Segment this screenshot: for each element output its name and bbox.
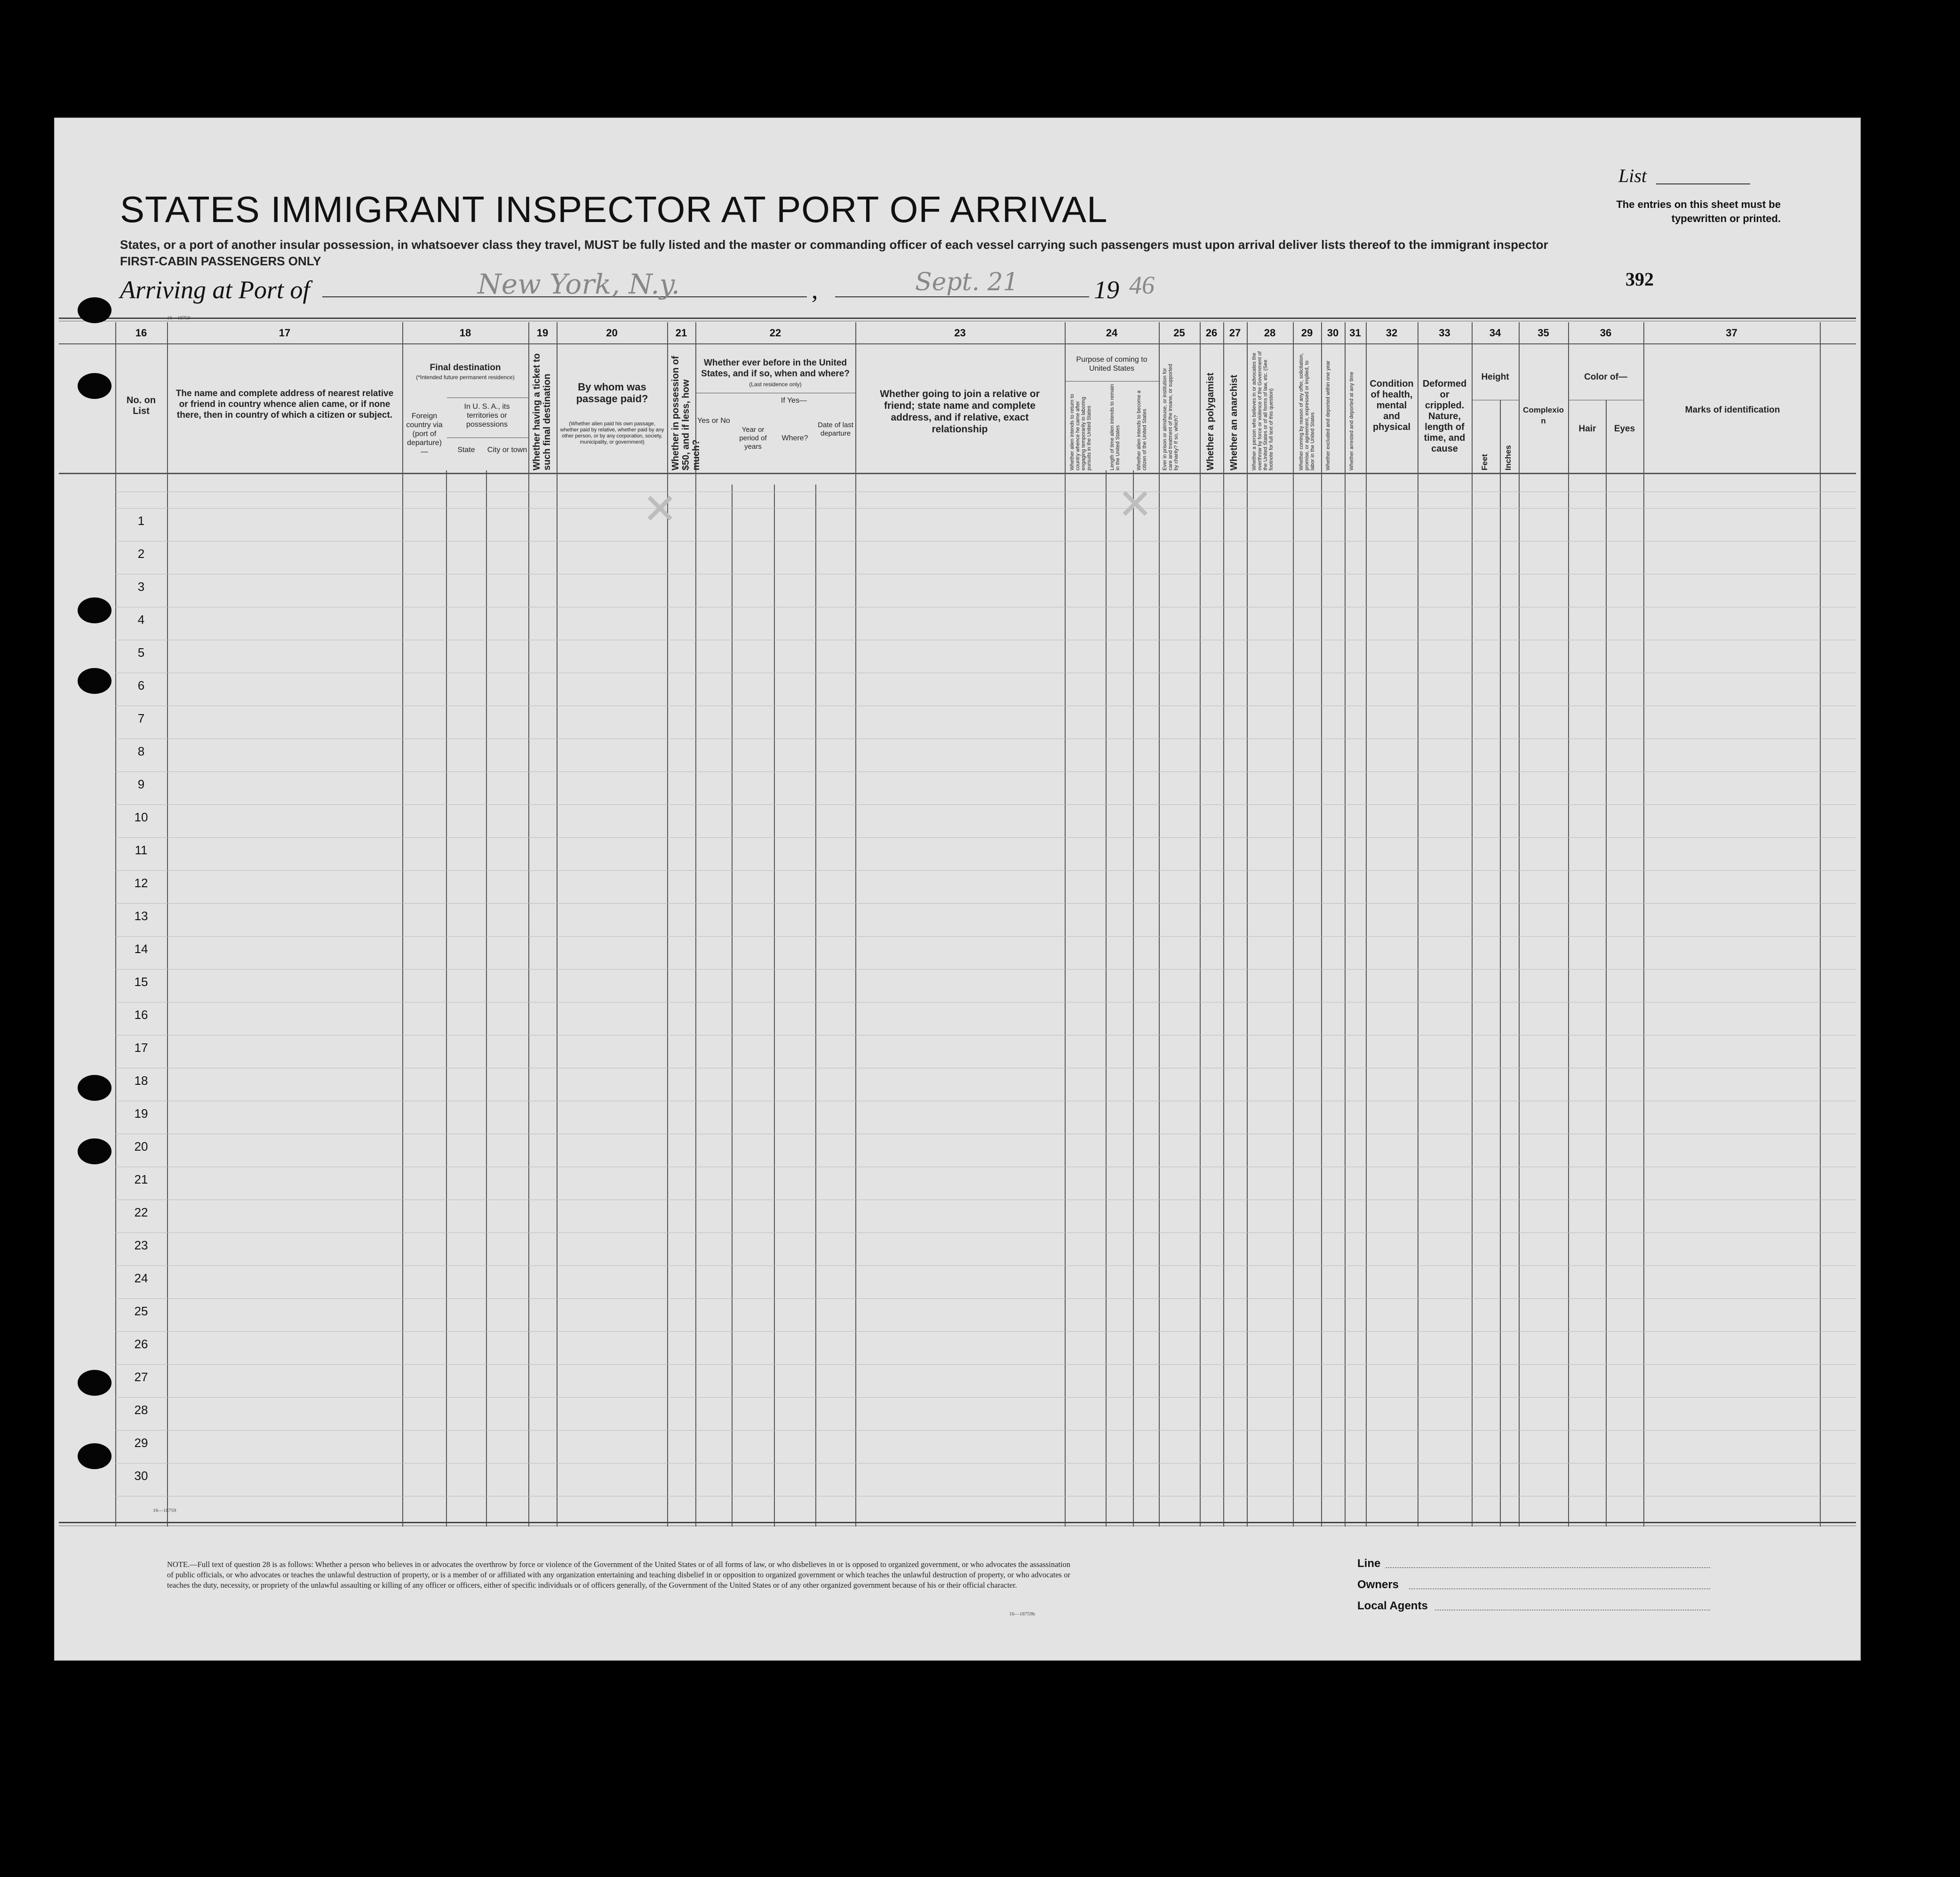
row-number: 13 — [134, 909, 148, 923]
column-divider — [1247, 322, 1248, 1527]
row-number: 22 — [134, 1205, 148, 1219]
header-labor-offer: Whether coming by reason of any offer, solicitation, promise, or agreement, expressed or implied, to labor in the United States — [1299, 353, 1315, 470]
comma-separator: , — [812, 276, 818, 304]
header-row-rule — [59, 343, 1856, 344]
sheet-number: 392 — [1625, 269, 1654, 290]
column-divider — [1293, 322, 1294, 1527]
column-divider — [1643, 322, 1644, 1527]
header-city-or-town: City or town — [487, 446, 527, 454]
header-yes-or-no: Yes or No — [697, 417, 730, 425]
col-number-20: 20 — [606, 327, 618, 339]
header-eyes: Eyes — [1614, 424, 1635, 434]
punch-hole-icon — [78, 597, 112, 623]
header-if-yes: If Yes— — [781, 397, 807, 405]
row-number: 21 — [134, 1172, 148, 1186]
header-where: Where? — [781, 434, 808, 442]
row-number: 23 — [134, 1238, 148, 1252]
local-agents-label: Local Agents — [1357, 1599, 1428, 1612]
header-in-usa: In U. S. A., its territories or possessions — [464, 403, 510, 429]
col-number-35: 35 — [1538, 327, 1549, 339]
row-number: 30 — [134, 1469, 148, 1483]
line-field[interactable] — [1386, 1567, 1710, 1568]
header-no-on-list: No. on List — [126, 395, 156, 416]
column-divider — [855, 322, 856, 1527]
row-number: 25 — [134, 1304, 148, 1318]
col-number-36: 36 — [1600, 327, 1612, 339]
date-value: Sept. 21 — [915, 268, 1019, 296]
page-subtitle: States, or a port of another insular possession, in whatsoever class they travel, MUST be fully listed and the master or commanding officer of each vessel carrying such passengers must upon arrival deliver lists thereof to the immigrant inspector — [120, 238, 1548, 252]
header-anarchist: Whether an anarchist — [1229, 374, 1239, 470]
form-code-top: 16—18759 — [167, 315, 191, 321]
column-divider — [815, 485, 816, 1527]
year-suffix: 46 — [1129, 271, 1155, 299]
column-divider — [446, 470, 447, 1527]
header-hair: Hair — [1578, 424, 1596, 434]
column-divider — [115, 322, 116, 1527]
col-number-31: 31 — [1349, 327, 1361, 339]
header-date-last-departure: Date of last departure — [818, 421, 853, 437]
header-rule — [59, 318, 1856, 319]
punch-hole-icon — [78, 297, 112, 323]
line-label: Line — [1357, 1557, 1381, 1570]
header-final-destination-note: (*Intended future permanent residence) — [416, 374, 515, 381]
row-number: 12 — [134, 876, 148, 890]
row-number: 10 — [134, 810, 148, 824]
row-number: 24 — [134, 1271, 148, 1285]
row-number: 18 — [134, 1074, 148, 1088]
header-arrested-deported: Whether arrested and deported at any time — [1349, 372, 1354, 470]
manifest-sheet — [54, 118, 1861, 1661]
header-feet: Feet — [1480, 454, 1489, 470]
header-ever-before-us: Whether ever before in the United States, and if so, when and where? — [701, 358, 850, 379]
footnote-code: 16—18759b — [1009, 1611, 1035, 1617]
footnote: NOTE.—Full text of question 28 is as follows: Whether a person who believes in or advocates the overthrow by force or violence of the Government of the United States or of all forms of law, or who disbelieves in or is opposed to organized government, or who advocates the assassination of public officials, or who advocates or teaches the unlawful destruction of property, or is a member of or affiliated with any organization entertaining and teaching disbelief in or opposition to organized government or which teaches the unlawful destruction of property, or who advocates or teaches the duty, necessity, or propriety of the unlawful assaulting or killing of any officer or officers, either of specific individuals or of officers generally, of the Government of the United States or of any other organized government because of his or their official character. — [167, 1560, 1070, 1590]
column-divider — [1472, 322, 1473, 1527]
header-purpose-return: Whether alien intends to return to country whence he came after engaging temporarily in laboring pursuits in the United States — [1069, 394, 1092, 470]
column-divider — [1106, 470, 1107, 1527]
header-purpose-citizen: Whether alien intends to become a citizen of the United States — [1136, 390, 1147, 470]
column-divider — [167, 322, 168, 1527]
column-divider — [1366, 322, 1367, 1527]
header-final-destination: Final destination — [430, 363, 501, 373]
check-mark-icon: ✕ — [1117, 480, 1153, 529]
column-divider — [1200, 322, 1201, 1527]
punch-hole-icon — [78, 373, 112, 399]
col-number-27: 27 — [1229, 327, 1241, 339]
punch-hole-icon — [78, 1138, 112, 1164]
header-polygamist: Whether a polygamist — [1205, 373, 1216, 470]
column-divider — [557, 322, 558, 1527]
col-number-28: 28 — [1264, 327, 1276, 339]
row-number: 27 — [134, 1370, 148, 1384]
column-divider — [528, 322, 529, 1527]
page-title: STATES IMMIGRANT INSPECTOR AT PORT OF ARRIVAL — [120, 189, 1108, 230]
header-bottom-rule — [59, 473, 1856, 474]
col-number-33: 33 — [1439, 327, 1450, 339]
row-number: 8 — [137, 744, 145, 758]
typewritten-notice: The entries on this sheet must be typewritten or printed. — [1616, 199, 1781, 224]
header-state: State — [457, 446, 475, 454]
header-inches: Inches — [1504, 445, 1513, 470]
col-number-25: 25 — [1173, 327, 1185, 339]
header-prison-almshouse: Ever in prison or almshouse, or institution for care and treatment of the insane, or supported by charity? If so, which? — [1162, 364, 1179, 470]
col-number-18: 18 — [459, 327, 471, 339]
header-passage-paid-note: (Whether alien paid his own passage, whether paid by relative, whether paid by any other person, or by any corporation, society, municipality, or government) — [560, 421, 664, 445]
header-relative-address: The name and complete address of nearest relative or friend in country whence alien came, or if none there, then in country of which a citizen or subject. — [175, 389, 394, 420]
list-number-field[interactable] — [1656, 183, 1750, 184]
header-purpose: Purpose of coming to United States — [1076, 356, 1147, 373]
col-number-29: 29 — [1301, 327, 1313, 339]
col-number-30: 30 — [1327, 327, 1339, 339]
column-divider — [1065, 322, 1066, 1527]
col-number-19: 19 — [536, 327, 549, 339]
form-code-bottom: 16—18759 — [153, 1508, 176, 1513]
row-number: 17 — [134, 1041, 148, 1055]
row-number: 11 — [135, 843, 148, 857]
column-divider — [695, 322, 696, 1527]
row-number: 29 — [134, 1436, 148, 1450]
row-number: 1 — [137, 514, 145, 528]
header-foreign-country: Foreign country via (port of departure)— — [406, 412, 443, 456]
col-number-16: 16 — [135, 327, 147, 339]
header-question-28: Whether a person who believes in or advocates the overthrow by force or violence of the Government of the United States or of all forms of law, etc. (See footnote for full text of this question) — [1251, 351, 1274, 470]
punch-hole-icon — [78, 1370, 112, 1396]
header-height: Height — [1481, 372, 1509, 382]
column-divider — [1568, 322, 1569, 1527]
row-number: 19 — [134, 1106, 148, 1121]
row-number: 6 — [137, 678, 145, 692]
row-number: 9 — [137, 777, 145, 791]
column-divider — [1820, 322, 1821, 1527]
column-divider — [1606, 400, 1607, 1527]
row-number: 15 — [134, 975, 148, 989]
column-divider — [1519, 322, 1520, 1527]
column-divider — [774, 485, 775, 1527]
subheader-rule — [1066, 381, 1159, 382]
column-divider — [1223, 322, 1224, 1527]
date-field[interactable] — [835, 296, 1089, 297]
owners-label: Owners — [1357, 1578, 1399, 1591]
port-value: New York, N.y. — [478, 268, 680, 300]
col-number-21: 21 — [675, 327, 687, 339]
punch-hole-icon — [78, 1075, 112, 1101]
row-number: 28 — [134, 1403, 148, 1417]
col-number-22: 22 — [769, 327, 781, 339]
header-last-residence-note: (Last residence only) — [749, 381, 802, 388]
header-excluded-deported: Whether excluded and deported within one year — [1325, 360, 1331, 470]
header-complexion: Complexion — [1523, 406, 1564, 425]
header-purpose-length: Length of time alien intends to remain in the United States — [1109, 384, 1121, 470]
table-bottom-rule — [59, 1522, 1856, 1523]
col-number-32: 32 — [1386, 327, 1398, 339]
row-number: 20 — [134, 1139, 148, 1153]
year-prefix: 19 — [1094, 276, 1119, 304]
first-cabin-label: FIRST-CABIN PASSENGERS ONLY — [120, 254, 321, 268]
header-passage-paid: By whom was passage paid? — [576, 381, 648, 405]
col-number-37: 37 — [1726, 327, 1737, 339]
header-join-relative: Whether going to join a relative or friend; state name and complete address, and if relative, exact relationship — [880, 389, 1040, 435]
column-divider — [1321, 322, 1322, 1527]
col-number-24: 24 — [1106, 327, 1118, 339]
list-label: List — [1618, 165, 1647, 186]
check-mark-icon: ✕ — [642, 485, 678, 534]
header-marks-identification: Marks of identification — [1685, 405, 1780, 415]
header-possession-50: Whether in possession of $50, and if less, how much? — [670, 356, 701, 470]
column-divider — [486, 470, 487, 1527]
row-number: 5 — [137, 645, 145, 660]
row-number: 26 — [134, 1337, 148, 1351]
column-divider — [1500, 400, 1501, 1527]
subheader-rule — [447, 437, 528, 438]
row-number: 3 — [137, 580, 145, 594]
header-color-of: Color of— — [1584, 372, 1627, 382]
punch-hole-icon — [78, 668, 112, 694]
col-number-26: 26 — [1205, 327, 1218, 339]
header-condition-health: Condition of health, mental and physical — [1370, 379, 1414, 432]
header-deformed: Deformed or crippled. Nature, length of time, and cause — [1422, 379, 1467, 454]
column-divider — [1159, 322, 1160, 1527]
column-divider — [1345, 322, 1346, 1527]
row-number: 16 — [134, 1008, 148, 1022]
header-ticket: Whether having a ticket to such final destination — [532, 353, 552, 470]
column-divider — [732, 485, 733, 1527]
col-number-23: 23 — [954, 327, 966, 339]
header-year-period: Year or period of years — [739, 426, 767, 451]
punch-hole-icon — [78, 1443, 112, 1469]
row-number: 4 — [137, 612, 145, 627]
row-number: 14 — [134, 942, 148, 956]
column-divider — [402, 322, 403, 1527]
col-number-17: 17 — [279, 327, 291, 339]
row-number: 2 — [137, 547, 145, 561]
col-number-34: 34 — [1489, 327, 1501, 339]
arriving-label: Arriving at Port of — [120, 276, 310, 304]
row-number: 7 — [137, 711, 145, 725]
column-divider — [1133, 470, 1134, 1527]
